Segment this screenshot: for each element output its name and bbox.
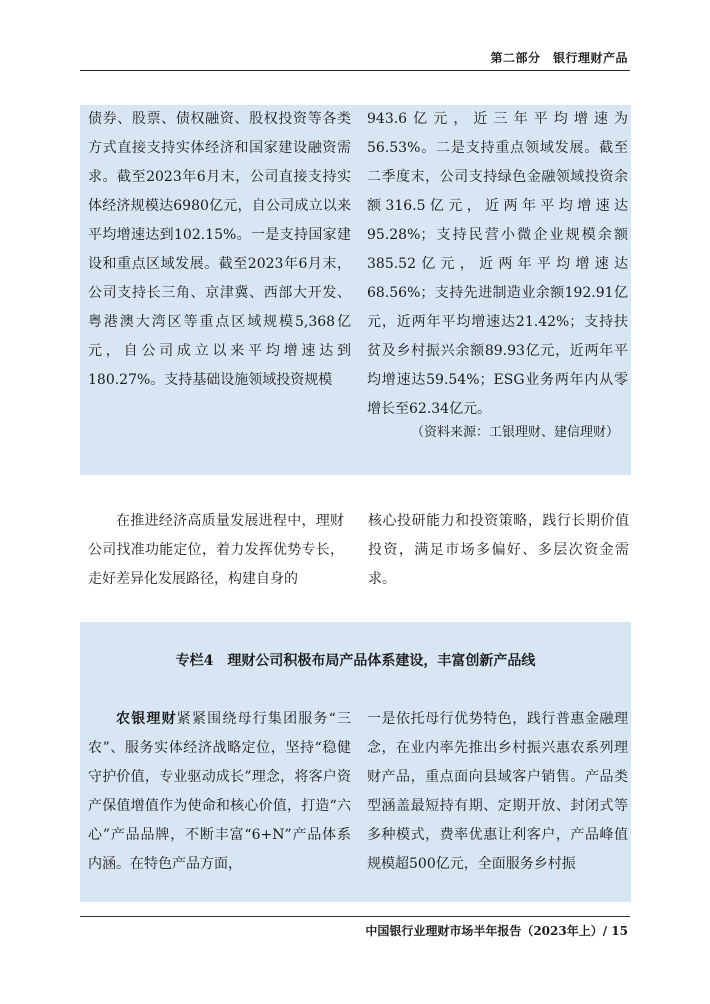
column-box-left-text: 紧紧围绕母行集团服务“三农”、服务实体经济战略定位，坚持“稳健守护价值，专业驱动成长”理念，将客户资产保值增值作为使命和核心价值，打造“六心”产品品牌，不断丰富“6+N”产品体系内涵。在特色产品方面，	[88, 711, 351, 872]
column-box-4	[80, 622, 631, 902]
body-right-column	[368, 507, 629, 594]
column-box-left-paragraph	[88, 705, 351, 879]
column-box-left-column	[88, 705, 351, 879]
case-box-left-column	[88, 105, 351, 395]
body-paragraph-right: 核心投研能力和投资策略，践行长期价值投资，满足市场多偏好、多层次资金需求。	[368, 513, 629, 587]
case-box-left-text: 债券、股票、债权融资、股权投资等各类方式直接支持实体经济和国家建设融资需求。截至2023年6月末，公司直接支持实体经济规模达6980亿元，自公司成立以来平均增速达到102.15%。一是支持国家建设和重点区域发展。截至2023年6月末，公司支持长三角、京津冀、西部大开发、粤港澳大湾区等重点区域规模5,368亿元，自公司成立以来平均增速达到180.27%。支持基础设施领域投资规模	[88, 111, 351, 388]
company-name-lead: 农银理财	[116, 711, 177, 727]
case-box-right-column	[367, 105, 628, 424]
footer-report-label: 中国银行业理财市场半年报告（2023年上）/ 15	[365, 924, 628, 938]
case-box-right-text: 943.6亿元，近三年平均增速为56.53%。二是支持重点领域发展。截至二季度末，公司支持绿色金融领域投资余额316.5亿元，近两年平均增速达95.28%；支持民营小微企业规模余额385.52亿元，近两年平均增速达68.56%；支持先进制造业余额192.91亿元，近两年平均增速达21.42%；支持扶贫及乡村振兴余额89.93亿元，近两年平均增速达59.54%；ESG业务两年内从零增长至62.34亿元。	[367, 111, 628, 417]
column-box-right-column	[367, 705, 628, 879]
header-divider	[80, 70, 630, 71]
body-left-column	[88, 507, 344, 594]
column-box-right-text: 一是依托母行优势特色，践行普惠金融理念，在业内率先推出乡村振兴惠农系列理财产品，重点面向县域客户销售。产品类型涵盖最短持有期、定期开放、封闭式等多种模式，费率优惠让利客户，产品峰值规模超500亿元，全面服务乡村振	[367, 711, 628, 872]
footer-divider	[80, 916, 630, 917]
body-paragraph-left: 在推进经济高质量发展进程中，理财公司找准功能定位，着力发挥优势专长，走好差异化发展路径，构建自身的	[88, 513, 344, 587]
source-note: （资料来源：工银理财、建信理财）	[410, 425, 619, 440]
column-box-title: 专栏4 理财公司积极布局产品体系建设，丰富创新产品线	[175, 653, 536, 669]
section-label: 第二部分 银行理财产品	[490, 51, 628, 65]
case-box-continued	[80, 105, 631, 475]
